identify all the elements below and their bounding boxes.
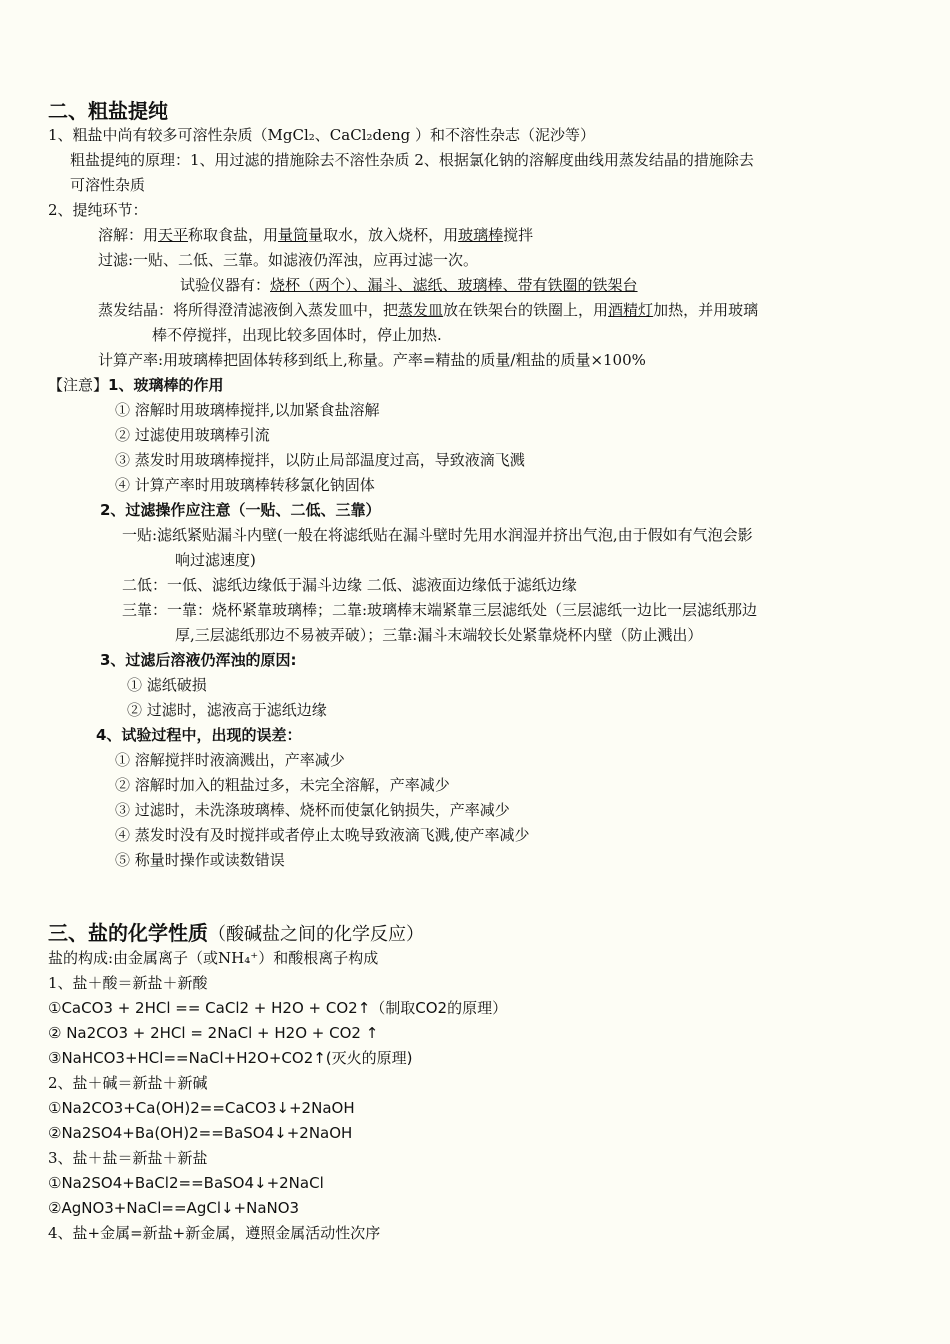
- note-heading: 【注意】1、玻璃棒的作用: [48, 376, 224, 394]
- filter-note-2: 二低：一低、滤纸边缘低于漏斗边缘 二低、滤液面边缘低于滤纸边缘: [122, 576, 577, 594]
- rule-heading: 2、盐＋碱＝新盐＋新碱: [48, 1074, 208, 1092]
- instruments-text: 试验仪器有：烧杯（两个）、漏斗、滤纸、玻璃棒、带有铁圈的铁架台: [180, 276, 638, 294]
- filter-note-3: 三靠：一靠：烧杯紧靠玻璃棒；二靠:玻璃棒末端紧靠三层滤纸处（三层滤纸一边比一层滤纸那边: [122, 601, 758, 619]
- filter-note-1: 一贴:滤纸紧贴漏斗内壁(一般在将滤纸贴在漏斗壁时先用水润湿并挤出气泡,由于假如有气泡会影: [122, 526, 753, 544]
- turbid-heading: 3、过滤后溶液仍浑浊的原因:: [100, 651, 297, 669]
- errors-heading: 4、试验过程中，出现的误差：: [96, 726, 302, 744]
- list-item: ③ 蒸发时用玻璃棒搅拌，以防止局部温度过高，导致液滴飞溅: [115, 451, 525, 469]
- list-item: ② 溶解时加入的粗盐过多，未完全溶解，产率减少: [115, 776, 450, 794]
- list-item: ① 滤纸破损: [127, 676, 207, 694]
- principle-text-cont: 可溶性杂质: [70, 176, 146, 194]
- evaporate-step: 蒸发结晶：将所得澄清滤液倒入蒸发皿中，把蒸发皿放在铁架台的铁圈上，用酒精灯加热，并用玻璃: [98, 301, 759, 319]
- reaction-equation: ①Na2SO4+BaCl2==BaSO4↓+2NaCl: [48, 1174, 324, 1192]
- list-item: ④ 蒸发时没有及时搅拌或者停止太晚导致液滴飞溅,使产率减少: [115, 826, 530, 844]
- list-item: ③ 过滤时，未洗涤玻璃棒、烧杯而使氯化钠损失，产率减少: [115, 801, 510, 819]
- principle-text: 粗盐提纯的原理：1、用过滤的措施除去不溶性杂质 2、根据氯化钠的溶解度曲线用蒸发结晶的措施除去: [70, 151, 754, 169]
- dissolve-step: 溶解：用天平称取食盐，用量筒量取水，放入烧杯，用玻璃棒搅拌: [98, 226, 534, 244]
- rule-heading: 4、盐+金属=新盐+新金属，遵照金属活动性次序: [48, 1224, 381, 1242]
- impurity-text: 1、粗盐中尚有较多可溶性杂质（MgCl₂、CaCl₂deng ）和不溶性杂志（泥沙等）: [48, 126, 596, 144]
- reaction-equation: ②Na2SO4+Ba(OH)2==BaSO4↓+2NaOH: [48, 1124, 353, 1142]
- section-title-salt-properties: 三、盐的化学性质（酸碱盐之间的化学反应）: [48, 921, 424, 945]
- filter-notes-heading: 2、过滤操作应注意（一贴、二低、三靠）: [100, 501, 381, 519]
- reaction-equation: ①CaCO3 + 2HCl == CaCl2 + H2O + CO2↑（制取CO2的原理）: [48, 999, 508, 1017]
- reaction-equation: ①Na2CO3+Ca(OH)2==CaCO3↓+2NaOH: [48, 1099, 355, 1117]
- list-item: ② 过滤时，滤液高于滤纸边缘: [127, 701, 327, 719]
- list-item: ② 过滤使用玻璃棒引流: [115, 426, 270, 444]
- rule-heading: 3、盐＋盐＝新盐＋新盐: [48, 1149, 208, 1167]
- list-item: ① 溶解时用玻璃棒搅拌,以加紧食盐溶解: [115, 401, 380, 419]
- filter-step: 过滤:一贴、二低、三靠。如滤液仍浑浊，应再过滤一次。: [98, 251, 479, 269]
- list-item: ④ 计算产率时用玻璃棒转移氯化钠固体: [115, 476, 375, 494]
- steps-heading: 2、提纯环节：: [48, 201, 148, 219]
- salt-composition: 盐的构成:由金属离子（或NH₄⁺）和酸根离子构成: [48, 949, 379, 967]
- reaction-equation: ③NaHCO3+HCl==NaCl+H2O+CO2↑(灭火的原理): [48, 1049, 413, 1067]
- reaction-equation: ②AgNO3+NaCl==AgCl↓+NaNO3: [48, 1199, 300, 1217]
- section-title-crude-salt: 二、粗盐提纯: [48, 99, 168, 123]
- filter-note-1-cont: 响过滤速度): [175, 551, 256, 569]
- evaporate-step-cont: 棒不停搅拌，出现比较多固体时，停止加热.: [152, 326, 442, 344]
- list-item: ① 溶解搅拌时液滴溅出，产率减少: [115, 751, 345, 769]
- rule-heading: 1、盐＋酸＝新盐＋新酸: [48, 974, 208, 992]
- reaction-equation: ② Na2CO3 + 2HCl = 2NaCl + H2O + CO2 ↑: [48, 1024, 379, 1042]
- yield-step: 计算产率:用玻璃棒把固体转移到纸上,称量。产率=精盐的质量/粗盐的质量×100%: [98, 351, 646, 369]
- list-item: ⑤ 称量时操作或读数错误: [115, 851, 285, 869]
- filter-note-3-cont: 厚,三层滤纸那边不易被弄破）；三靠:漏斗末端较长处紧靠烧杯内壁（防止溅出）: [175, 626, 703, 644]
